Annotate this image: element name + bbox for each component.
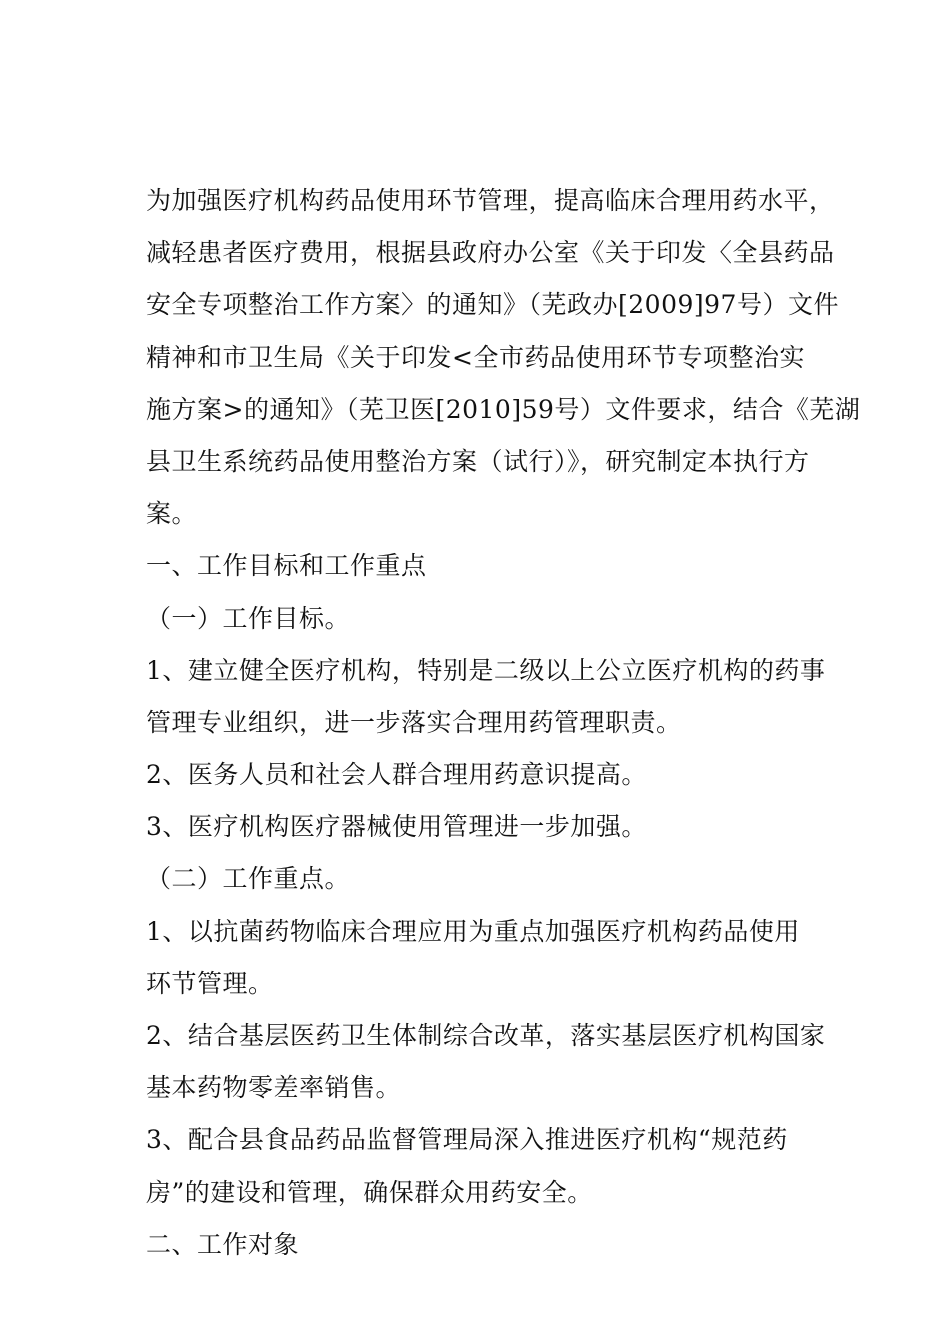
paragraph-line: 减轻患者医疗费用，根据县政府办公室《关于印发〈全县药品: [146, 238, 835, 268]
subsection-heading: （二）工作重点。: [146, 864, 351, 894]
section-heading: 二、工作对象: [146, 1229, 300, 1259]
list-item: 2、医务人员和社会人群合理用药意识提高。: [146, 760, 647, 790]
subsection-heading: （一）工作目标。: [146, 603, 351, 633]
list-item: 3、医疗机构医疗器械使用管理进一步加强。: [146, 812, 647, 842]
paragraph-line: 安全专项整治工作方案〉的通知》（芜政办[2009]97号）文件: [146, 290, 839, 320]
list-item: 1、以抗菌药物临床合理应用为重点加强医疗机构药品使用: [146, 916, 800, 946]
list-item: 3、配合县食品药品监督管理局深入推进医疗机构“规范药: [146, 1125, 788, 1155]
paragraph-line: 案。: [146, 499, 198, 529]
document-body: [146, 175, 861, 1271]
list-item: 2、结合基层医药卫生体制综合改革，落实基层医疗机构国家: [146, 1021, 826, 1050]
list-item: 环节管理。: [146, 968, 274, 998]
paragraph-line: 施方案>的通知》（芜卫医[2010]59号）文件要求，结合《芜湖: [146, 394, 861, 424]
list-item: 基本药物零差率销售。: [146, 1073, 402, 1103]
paragraph-line: 为加强医疗机构药品使用环节管理，提高临床合理用药水平，: [146, 186, 835, 215]
paragraph-line: 精神和市卫生局《关于印发<全市药品使用环节专项整治实: [146, 342, 805, 372]
list-item: 管理专业组织，进一步落实合理用药管理职责。: [146, 707, 682, 737]
list-item: 房”的建设和管理，确保群众用药安全。: [146, 1177, 593, 1207]
paragraph-line: 县卫生系统药品使用整治方案（试行）》，研究制定本执行方: [146, 446, 810, 476]
list-item: 1、建立健全医疗机构，特别是二级以上公立医疗机构的药事: [146, 655, 826, 685]
section-heading: 一、工作目标和工作重点: [146, 551, 427, 581]
